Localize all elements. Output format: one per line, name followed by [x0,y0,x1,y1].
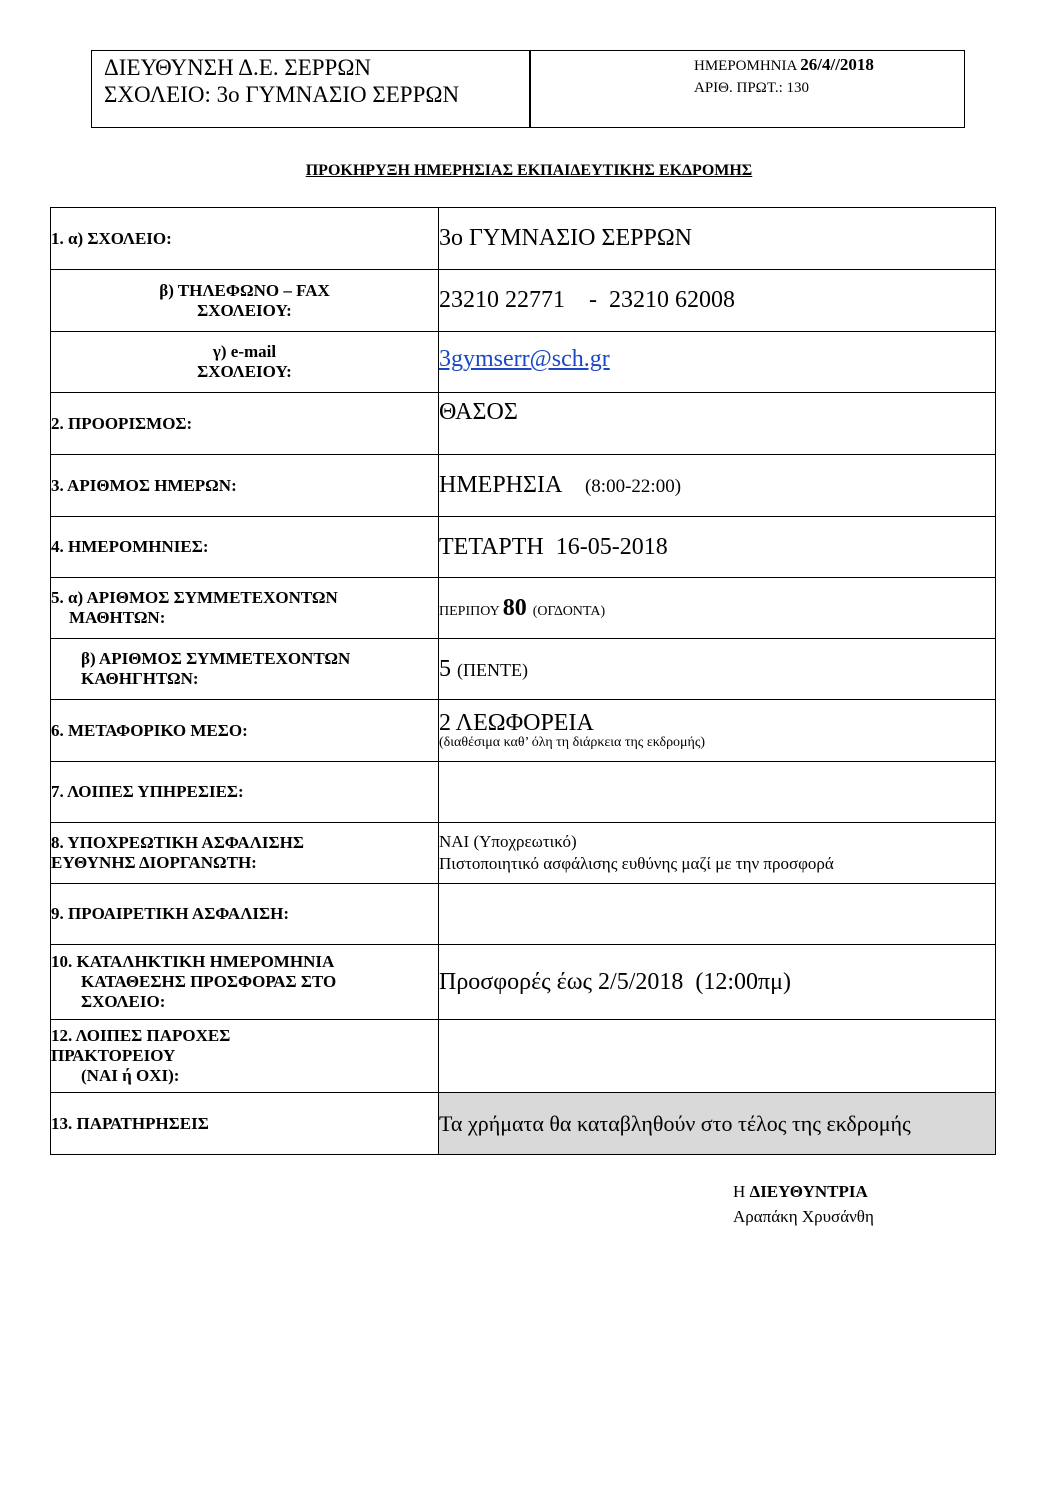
label-line: ΚΑΘΗΓΗΤΩΝ: [81,669,199,688]
label-line: ΣΧΟΛΕΙΟΥ: [197,300,292,320]
label-line: (ΝΑΙ ή ΟΧΙ): [81,1066,180,1085]
days-hours: (8:00-22:00) [584,476,682,497]
agency-extras-value [439,1020,996,1093]
table-row [51,455,996,517]
email-cell [439,332,996,393]
label-line: β) ΑΡΙΘΜΟΣ ΣΥΜΜΕΤΕΧΟΝΤΩΝ [81,649,351,668]
header-divider [529,51,531,127]
row-label [51,578,439,639]
row-label: 9. ΠΡΟΑΙΡΕΤΙΚΗ ΑΣΦΑΛΙΣΗ: [51,884,439,945]
row-label: 6. ΜΕΤΑΦΟΡΙΚΟ ΜΕΣΟ: [51,700,439,762]
table-row [51,1093,996,1155]
row-label [51,823,439,884]
teachers-cell [439,639,996,700]
teachers-number: 5 [439,655,451,682]
label-line: 10. ΚΑΤΑΛΗΚΤΙΚΗ ΗΜΕΡΟΜΗΝΙΑ [51,952,335,971]
label-line: 8. ΥΠΟΧΡΕΩΤΙΚΗ ΑΣΦΑΛΙΣΗΣ [51,833,304,852]
row-label: 1. α) ΣΧΟΛΕΙΟ: [51,208,439,270]
label-line: ΜΑΘΗΤΩΝ: [69,608,166,627]
insurance-note: Πιστοποιητικό ασφάλισης ευθύνης μαζί με την προσφορά [439,854,834,873]
students-approx: ΠΕΡΙΠΟΥ [439,603,503,619]
table-row [51,578,996,639]
school-value: 3ο ΓΥΜΝΑΣΙΟ ΣΕΡΡΩΝ [439,208,996,270]
row-label [51,270,439,332]
label-line: ΚΑΤΑΘΕΣΗΣ ΠΡΟΣΦΟΡΑΣ ΣΤΟ [81,972,337,991]
label-line: 12. ΛΟΙΠΕΣ ΠΑΡΟΧΕΣ [51,1026,231,1045]
row-label [51,639,439,700]
date-value: 26/4//2018 [800,55,874,74]
row-label: 13. ΠΑΡΑΤΗΡΗΣΕΙΣ [51,1093,439,1155]
table-row [51,884,996,945]
days-value: ΗΜΕΡΗΣΙΑ [439,472,561,498]
table-row [51,393,996,455]
date-line [694,55,874,75]
insurance-required: ΝΑΙ (Υποχρεωτικό) [439,832,577,851]
row-label [51,945,439,1020]
table-row [51,1020,996,1093]
directorate-text: ΔΙΕΥΘΥΝΣΗ Δ.Ε. ΣΕΡΡΩΝ [104,55,372,80]
label-line: ΕΥΘΥΝΗΣ ΔΙΟΡΓΑΝΩΤΗ: [51,853,257,872]
table-row [51,517,996,578]
table-row [51,945,996,1020]
table-row [51,639,996,700]
deadline-value: Προσφορές έως 2/5/2018 (12:00πμ) [439,945,996,1020]
students-number: 80 [502,594,527,621]
transport-note: (διαθέσιμα καθ’ όλη τη διάρκεια της εκδρομής) [439,734,706,750]
date-label: ΗΜΕΡΟΜΗΝΙΑ [694,58,801,74]
label-line: ΣΧΟΛΕΙΟΥ: [197,362,292,381]
label-line: 5. α) ΑΡΙΘΜΟΣ ΣΥΜΜΕΤΕΧΟΝΤΩΝ [51,588,338,607]
teachers-words: (ΠΕΝΤΕ) [457,659,528,680]
transport-value: 2 ΛΕΩΦΟΡΕΙΑ [439,709,594,736]
signature-name: Αραπάκη Χρυσάνθη [733,1207,874,1226]
row-label: 7. ΛΟΙΠΕΣ ΥΠΗΡΕΣΙΕΣ: [51,762,439,823]
row-label: 3. ΑΡΙΘΜΟΣ ΗΜΕΡΩΝ: [51,455,439,517]
students-cell [439,578,996,639]
label-line: ΣΧΟΛΕΙΟ: [81,992,166,1011]
signature-role-prefix: Η [733,1182,750,1201]
protocol-number: ΑΡΙΘ. ΠΡΩΤ.: 130 [694,80,810,96]
signature-role [733,1182,868,1202]
document-title: ΠΡΟΚΗΡΥΞΗ ΗΜΕΡΗΣΙΑΣ ΕΚΠΑΙΔΕΥΤΙΚΗΣ ΕΚΔΡΟΜΗΣ [305,162,753,179]
row-label: 4. ΗΜΕΡΟΜΗΝΙΕΣ: [51,517,439,578]
destination-value: ΘΑΣΟΣ [439,393,996,455]
days-cell [439,455,996,517]
remarks-value: Τα χρήματα θα καταβληθούν στο τέλος της εκδρομής [439,1093,996,1155]
trip-details-table [50,207,996,1155]
signature-role-title: ΔΙΕΥΘΥΝΤΡΙΑ [749,1182,868,1201]
table-row [51,700,996,762]
school-text: ΣΧΟΛΕΙΟ: 3ο ΓΥΜΝΑΣΙΟ ΣΕΡΡΩΝ [104,82,460,107]
table-row [51,270,996,332]
table-row [51,332,996,393]
email-link[interactable]: 3gymserr@sch.gr [439,346,610,372]
insurance-cell [439,823,996,884]
label-line: ΠΡΑΚΤΟΡΕΙΟΥ [51,1046,176,1065]
label-line: β) ΤΗΛΕΦΩΝΟ – FAX [159,280,330,300]
dates-value: ΤΕΤΑΡΤΗ 16-05-2018 [439,517,996,578]
table-row [51,762,996,823]
other-services-value [439,762,996,823]
label-line: γ) e-mail [212,342,277,361]
row-label [51,1020,439,1093]
phone-fax-value: 23210 22771 - 23210 62008 [439,270,996,332]
transport-cell [439,700,996,762]
table-row [51,208,996,270]
students-words: (ΟΓΔΟΝΤΑ) [532,603,606,619]
row-label: 2. ΠΡΟΟΡΙΣΜΟΣ: [51,393,439,455]
table-row [51,823,996,884]
optional-insurance-value [439,884,996,945]
row-label [51,332,439,393]
